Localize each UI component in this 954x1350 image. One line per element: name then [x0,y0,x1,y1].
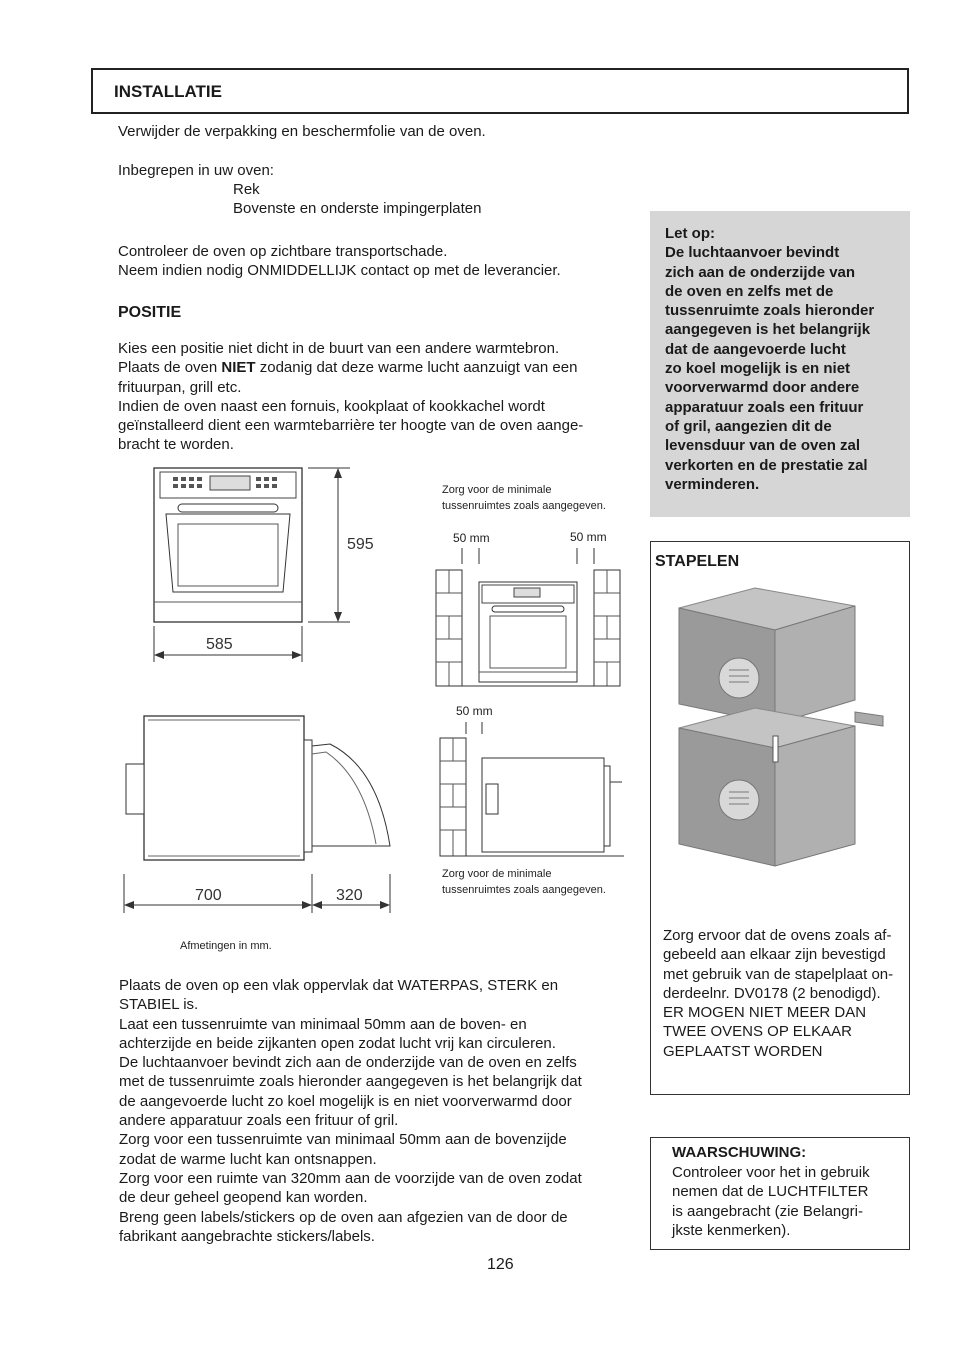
position-heading: POSITIE [118,304,182,321]
clearance-front-diagram [434,544,624,689]
section-title-box [91,68,909,114]
text-span: zodanig dat deze warme lucht aanzuigt van een [255,359,578,377]
clearance-caption-bottom: Zorg voor de minimale tussenruimtes zoals aangegeven. [442,868,606,896]
stacking-text: Zorg ervoor dat de ovens zoals af- gebeeld aan elkaar zijn bevestigd met gebruik van de stapelplaat on- derdeelnr. DV0178 (2 benodigd). ER MOGEN NIET MEER DAN TWEE OVENS OP ELKAAR GEPLAATST WORDEN [663,927,894,1060]
note-box [650,211,910,517]
gap-rear-label: 50 mm [456,704,493,718]
page-title: INSTALLATIE [114,82,222,101]
stacked-ovens-illustration [675,586,891,872]
heat-barrier-paragraph: Indien de oven naast een fornuis, kookplaat of kookkachel wordt geïnstalleerd dient een warmtebarrière ter hoogte van de oven aange- bracht te worden. [118,397,584,454]
clearance-side-diagram [438,720,628,860]
position-line: frituurpan, grill etc. [118,378,242,396]
height-dimension-label: 595 [347,536,374,553]
units-caption: Afmetingen in mm. [180,940,272,952]
door-clearance-label: 320 [336,887,363,904]
position-paragraph [118,339,628,455]
text-span: Plaats de oven [118,359,222,377]
warning-heading: WAARSCHUWING: [672,1144,807,1161]
page-number: 126 [487,1256,514,1273]
warning-box [650,1137,910,1250]
contact-supplier-line: Neem indien nodig ONMIDDELLIJK contact op met de leverancier. [118,262,561,279]
included-item: Bovenste en onderste impingerplaten [233,200,482,217]
front-dimension-diagram [118,462,378,667]
stacking-heading: STAPELEN [655,553,740,570]
note-text: Let op: De luchtaanvoer bevindt zich aan de onderzijde van de oven en zelfs met de tussenruimte zoals hieronder aangegeven is het belangrijk dat de aangevoerde lucht zo koel mogelijk is en niet voorverwarmd door andere apparatuur zoals een frituur of gril, aangezien dit de levensduur van de oven zal verkorten en de prestatie zal verminderen. [665,225,875,493]
gap-left-label: 50 mm [453,531,490,545]
unpack-instruction: Verwijder de verpakking en beschermfolie van de oven. [118,123,486,140]
placement-instructions: Plaats de oven op een vlak oppervlak dat WATERPAS, STERK en STABIEL is. Laat een tussenruimte van minimaal 50mm aan de boven- en achterzijde en beide zijkanten open zodat lucht vrij kan circuleren. De luchtaanvoer bevindt zich aan de onderzijde van de oven en zelfs met de tussenruimte zoals hieronder aangegeven is het belangrijk dat de aangevoerde lucht zo koel mogelijk is en niet voorverwarmd door andere apparatuur zoals een frituur of gril. Zorg voor een tussenruimte van minimaal 50mm aan de bovenzijde zodat de warme lucht kan ontsnappen. Zorg voor een ruimte van 320mm aan de voorzijde van de oven zodat de deur geheel geopend kan worden. Breng geen labels/stickers op de oven aan afgezien van de door de fabrikant aangebrachte stickers/labels. [119,977,582,1245]
width-dimension-label: 585 [206,636,233,653]
included-label: Inbegrepen in uw oven: [118,162,274,179]
warning-text: Controleer voor het in gebruik nemen dat de LUCHTFILTER is aangebracht (zie Belangri- jkste kenmerken). [672,1164,870,1239]
stacking-box [650,541,910,1095]
emphasis-niet: NIET [221,359,256,377]
clearance-caption-top: Zorg voor de minimale tussenruimtes zoals aangegeven. [442,484,606,512]
depth-dimension-label: 700 [195,887,222,904]
position-line [118,358,628,377]
damage-check-line: Controleer de oven op zichtbare transportschade. [118,243,448,260]
position-line: Kies een positie niet dicht in de buurt van een andere warmtebron. [118,340,560,357]
gap-right-label: 50 mm [570,530,607,544]
included-item: Rek [233,181,260,198]
